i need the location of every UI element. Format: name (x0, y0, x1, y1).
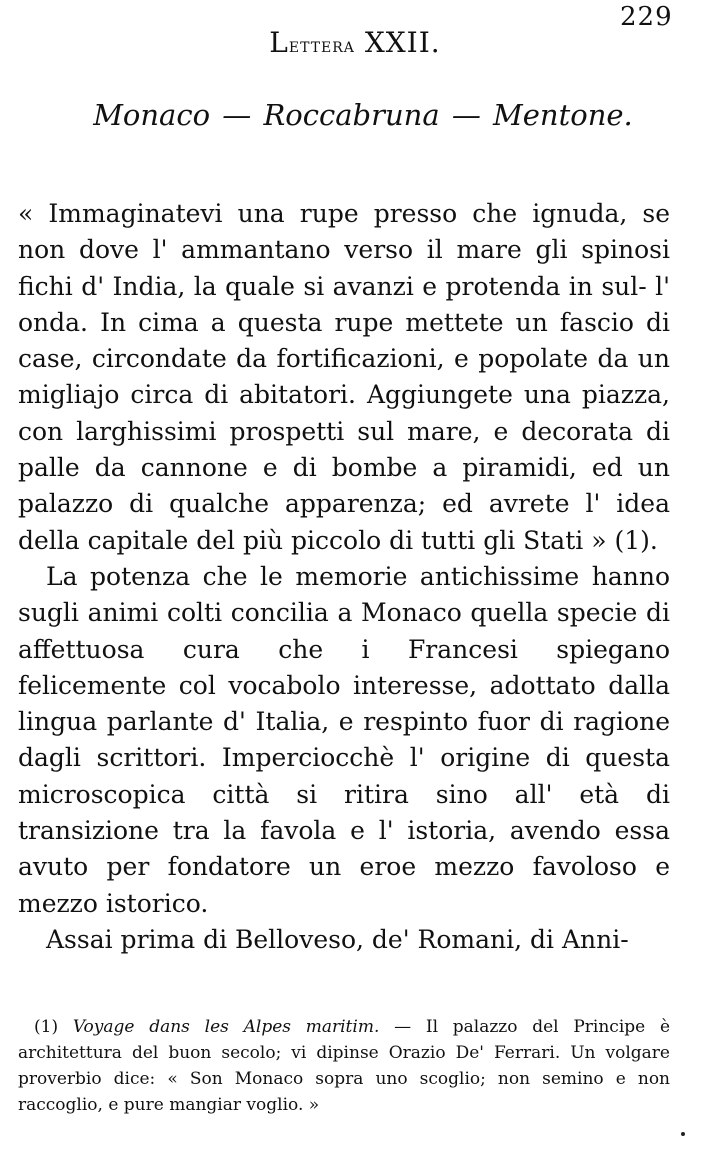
footnote-title: Voyage dans les Alpes maritim. (72, 1017, 380, 1037)
letter-heading-initial: L (269, 26, 289, 59)
footnote-text: — Il palazzo del Principe è architettura del buon secolo; vi dipinse Orazio De' Ferrari. Un volgare proverbio dice: « Son Monaco sopra uno scoglio; non semino e non raccoglio, e pure mangiar voglio. » (18, 1017, 671, 1115)
letter-heading-roman: XXII. (364, 26, 441, 59)
footnote-marker: (1) (34, 1017, 59, 1037)
letter-heading (0, 26, 710, 59)
body-text (18, 196, 670, 958)
paragraph-2: La potenza che le memorie antichissime hanno sugli animi colti concilia a Monaco quella specie di affettuosa cura che i Francesi spiegano felicemente col vocabolo interesse, adottato dalla lingua parlante d' Italia, e respinto fuor di ragione dagli scrittori. Imperciocchè l' origine di questa microscopica città si ritira sino all' età di transizione tra la favola e l' istoria, avendo essa avuto per fondatore un eroe mezzo favoloso e mezzo istorico. (18, 561, 670, 918)
page-number: 229 (620, 2, 673, 32)
letter-heading-word: ettera (288, 33, 355, 57)
places-title: Monaco — Roccabruna — Mentone. (93, 98, 633, 132)
footnote (18, 1014, 670, 1118)
footnote-entry (18, 1014, 670, 1118)
paragraph-1: « Immaginatevi una rupe presso che ignuda, se non dove l' ammantano verso il mare gli spinosi fichi d' India, la quale si avanzi e protenda in sul- l' onda. In cima a questa rupe mettete un fascio di case, circondate da fortificazioni, e popolate da un migliajo circa di abitatori. Aggiungete una piazza, con larghissimi prospetti sul mare, e decorata di palle da cannone e di bombe a piramidi, ed un palazzo di qualche apparenza; ed avrete l' idea della capitale del più piccolo di tutti gli Stati » (1). (18, 199, 670, 555)
paragraph-3: Assai prima di Belloveso, de' Romani, di Anni- (46, 924, 629, 954)
paper-speck (681, 1132, 685, 1136)
